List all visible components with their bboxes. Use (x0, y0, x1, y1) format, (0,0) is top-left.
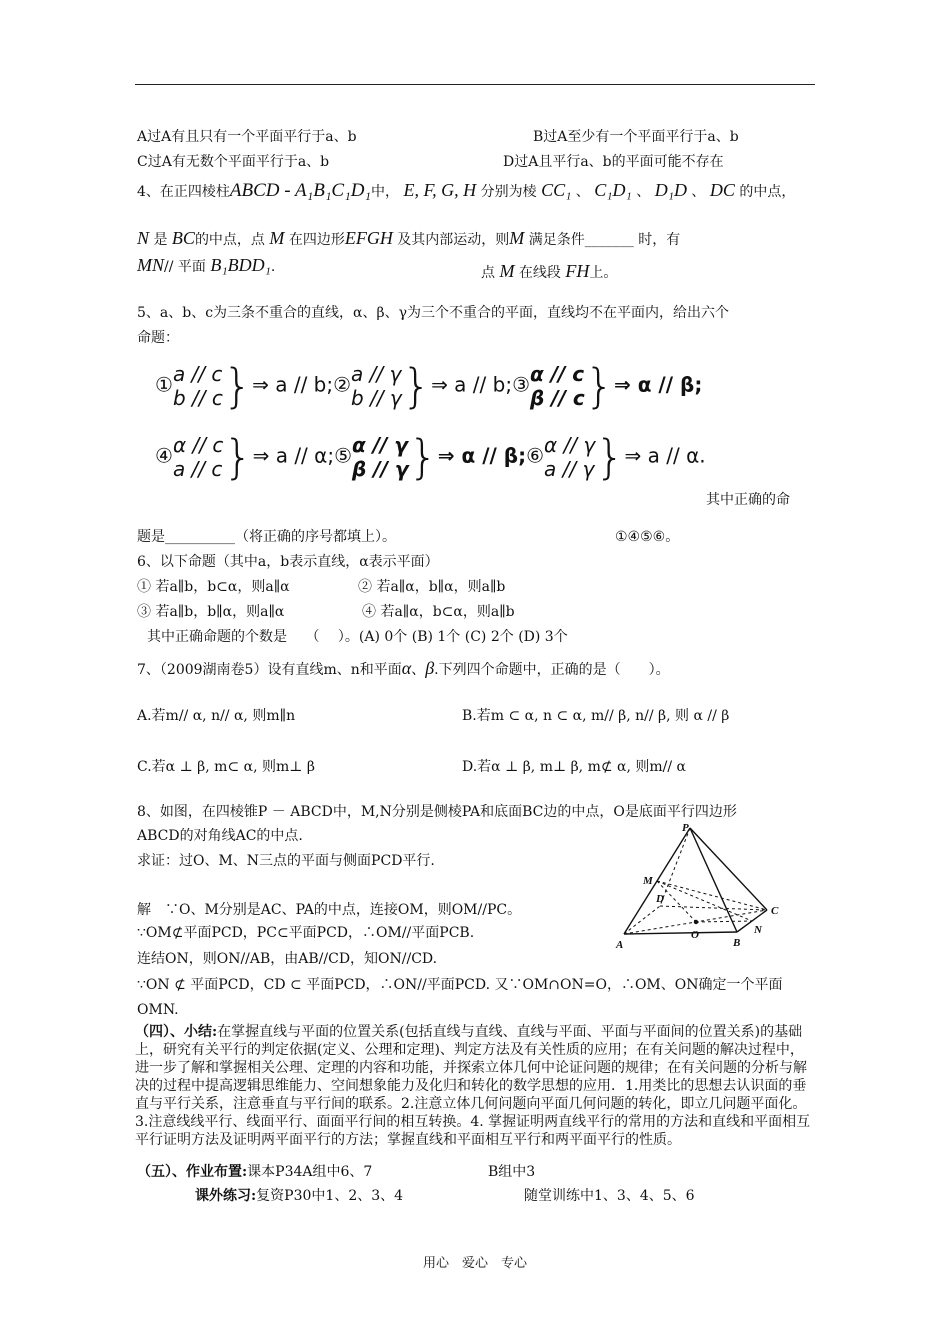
label-m: M (643, 875, 653, 887)
p1-stack: a // c b // c (172, 362, 223, 410)
q7-option-d: D.若α ⊥ β, m⊥ β, m⊄ α, 则m// α (462, 759, 686, 775)
summary-heading: （四）、小结: (135, 1024, 218, 1040)
label-b: B (733, 937, 741, 949)
page-footer: 用心 爱心 专心 (422, 1256, 527, 1271)
q6-row2a: ③ 若a∥b，b∥α，则a∥α (137, 604, 285, 620)
q5-propositions-row2: ④α // c a // c}⇒ a // α;⑤α // γ β // γ}⇒ α // β;⑥α // γ a // γ}⇒ a // α. (155, 430, 706, 484)
label-n: N (754, 924, 762, 936)
q5-line1: 5、a、b、c为三条不重合的直线，α、β、γ为三个不重合的平面，直线均不在平面内，给出六个 (137, 305, 729, 321)
label-a: A (616, 939, 624, 951)
q8-line2: ABCD的对角线AC的中点. (137, 828, 303, 844)
q7-option-c: C.若α ⊥ β, m⊂ α, 则m⊥ β (137, 759, 315, 775)
extra-practice: 课外练习:复资P30中1、2、3、4 (195, 1188, 404, 1204)
q6-row1a: ① 若a∥b，b⊂α，则a∥α (137, 579, 290, 595)
q5-answer: ①④⑤⑥。 (615, 529, 680, 545)
q8-solution-2: ∵OM⊄平面PCD，PC⊂平面PCD，∴OM//平面PCB. (137, 925, 475, 941)
q5-line2: 命题： (137, 330, 179, 346)
q3-option-d: D过A且平行a、b的平面可能不存在 (503, 154, 724, 170)
homework-line: （五）、作业布置:课本P34A组中6、7 (137, 1164, 373, 1180)
q8-solution-1: 解 ∵O、M分别是AC、PA的中点，连接OM，则OM//PC。 (137, 902, 522, 918)
q5-last: 题是__________（将正确的序号都填上）。 (137, 529, 396, 545)
q6-title: 6、以下命题（其中a，b表示直线，α表示平面） (137, 554, 439, 570)
q5-propositions-row1: ①a // c b // c}⇒ a // b;②a // γ b // γ}⇒ a // b;③α // c β // c}⇒ α // β; (155, 359, 703, 413)
pyramid-figure (612, 822, 792, 954)
q8-solution-4: ∵ON ⊄ 平面PCD，CD ⊂ 平面PCD，∴ON//平面PCD. 又∵OM∩ON=O，∴OM、ON确定一个平面 (137, 977, 783, 993)
extra-practice-b: 随堂训练中1、3、4、5、6 (524, 1188, 695, 1204)
q8-solution-3: 连结ON，则ON//AB，由AB//CD，知ON//CD. (137, 951, 438, 967)
q4-answer: 点 M 在线段 FH上。 (481, 261, 618, 281)
header-rule (135, 84, 815, 85)
q5-tail: 其中正确的命 (706, 492, 790, 508)
summary-text: 在掌握直线与平面的位置关系(包括直线与直线、直线与平面、平面与平面间的位置关系)的基础上，研究有关平行的判定依据(定义、公理和定理)、判定方法及有关性质的应用；在有关问题的解决过程中，进一步了解和掌握相关公理、定理的内容和功能，并探索立体几何中论证问题的规律；在有关问题的分析与解决的过程中提高逻辑思维能力、空间想象能力及化归和转化的数学思想的应用．1.用类比的思想去认识面的垂直与平行关系，注意垂直与平行间的联系。2.注意立体几何问题向平面几何问题的转化，即立几问题平面化。3.注意线线平行、线面平行、面面平行间的相互转换。4. 掌握证明两直线平行的常用的方法和直线和平面相互平行证明方法及证明两平面平行的方法；掌握直线和平面相互平行和两平面平行的性质。 (135, 1024, 811, 1148)
q6-row2b: ④ 若a∥α，b⊂α，则a∥b (362, 604, 515, 620)
q3-option-b: B过A至少有一个平面平行于a、b (533, 129, 739, 145)
q4-line2: N 是 BC的中点，点 M 在四边形EFGH 及其内部运动，则M 满足条件_______ 时，有 (137, 228, 681, 248)
q8-line3: 求证：过O、M、N三点的平面与侧面PCD平行. (137, 853, 435, 869)
q7-option-b: B.若m ⊂ α, n ⊂ α, m// β, n// β, 则 α // β (462, 708, 730, 724)
label-p: P (682, 822, 689, 834)
q4-line1: 4、在正四棱柱ABCD - A₁B₁C₁D₁中， E, F, G, H 分别为棱 CC₁ 、 C₁D₁ 、 D₁D 、 DC 的中点， (137, 180, 796, 201)
q7-stem: 7、（2009湖南卷5）设有直线m、n和平面α、β.下列四个命题中，正确的是（ ）。 (137, 658, 670, 678)
q3-option-a: A过A有且只有一个平面平行于a、b (137, 129, 357, 145)
homework-b: B组中3 (488, 1164, 536, 1180)
q8-line1: 8、如图，在四棱锥P － ABCD中，M,N分别是侧棱PA和底面BC边的中点，O是底面平行四边形 (137, 804, 737, 820)
label-o: O (691, 929, 699, 941)
label-c: C (771, 905, 779, 917)
summary-paragraph (135, 1023, 817, 1149)
q6-row1b: ② 若a∥α，b∥α，则a∥b (358, 579, 506, 595)
q7-option-a: A.若m// α, n// α, 则m∥n (137, 708, 296, 724)
q6-count: 其中正确命题的个数是 （ ）。(A) 0个 (B) 1个 (C) 2个 (D) 3个 (147, 629, 568, 645)
label-d: D (656, 893, 664, 905)
q3-option-c: C过A有无数个平面平行于a、b (137, 154, 330, 170)
q4-line3: MN// 平面 B₁BDD₁. (137, 255, 276, 275)
q8-solution-5: OMN. (137, 1002, 179, 1018)
